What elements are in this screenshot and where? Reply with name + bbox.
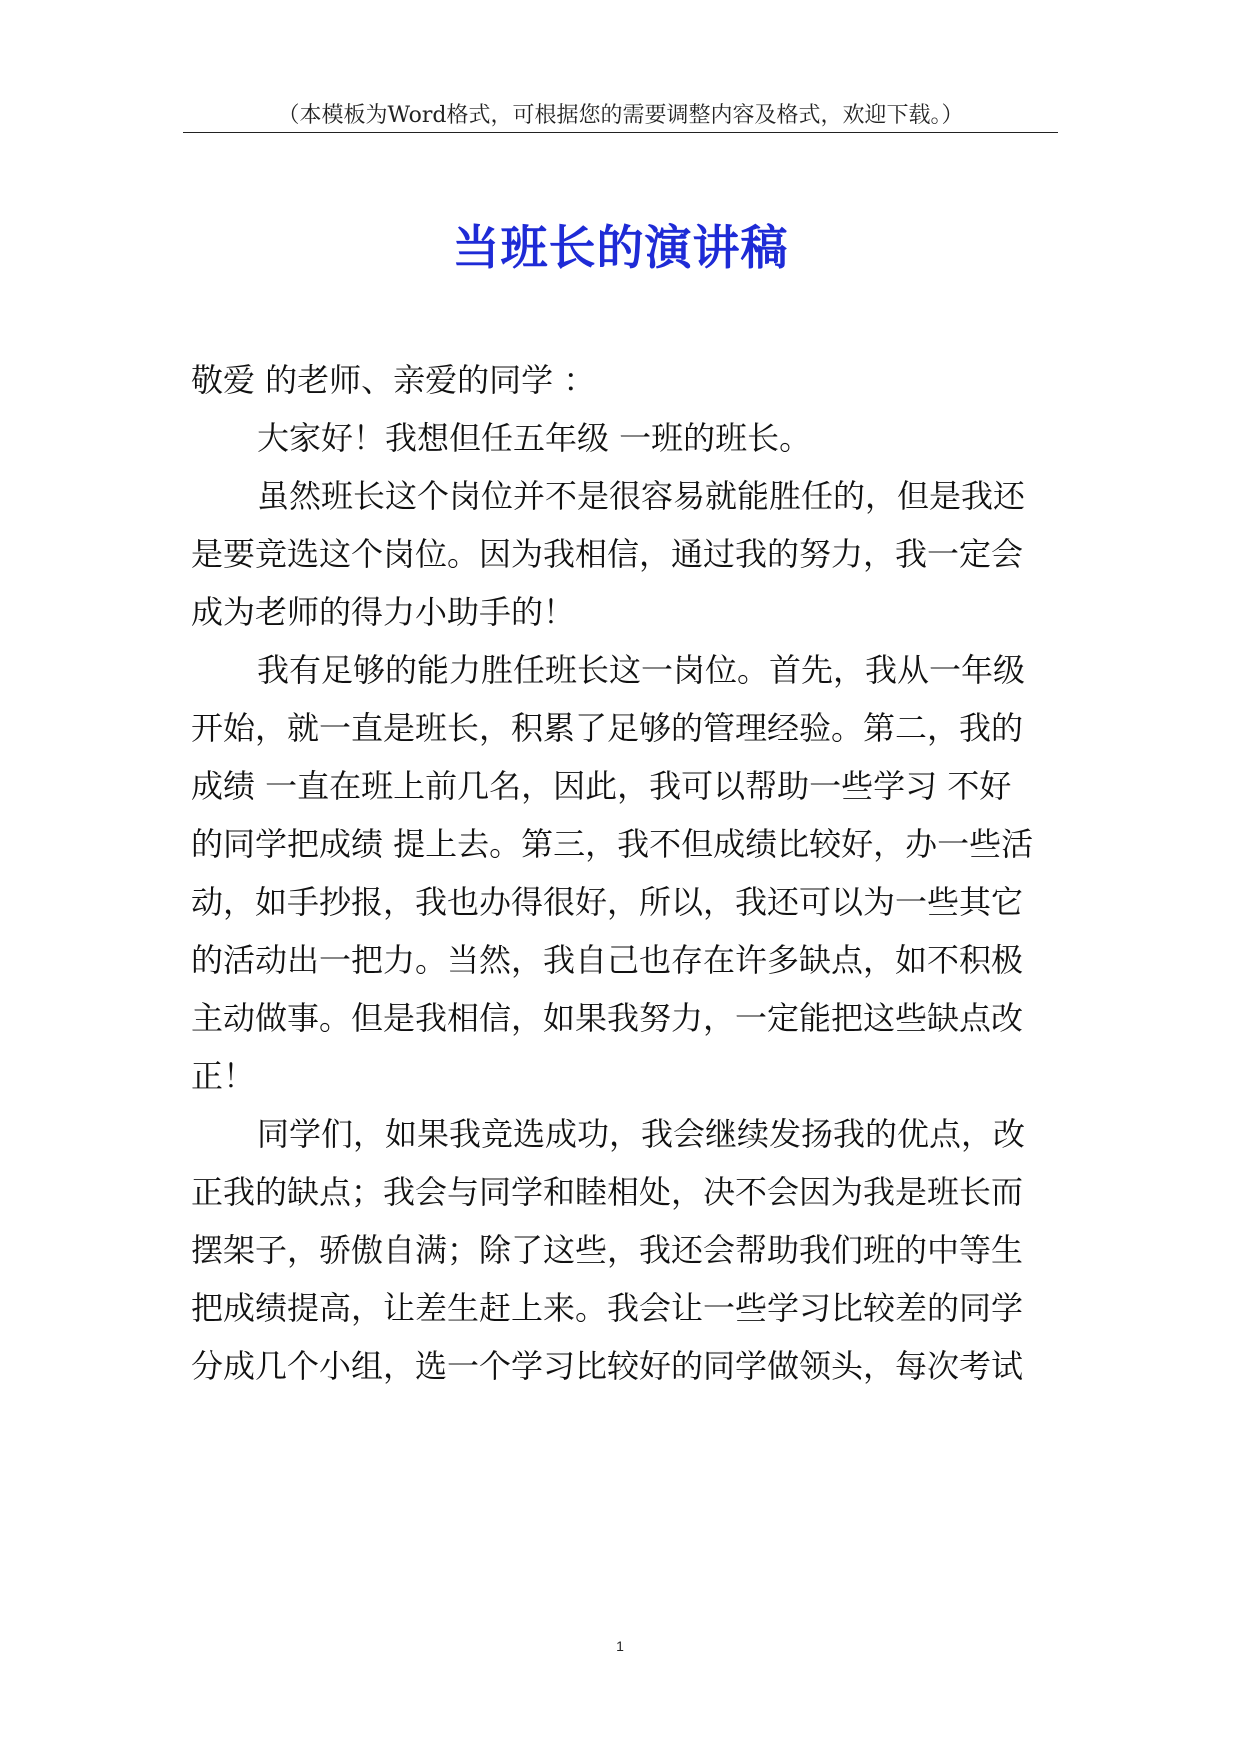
page-number: 1: [616, 1638, 624, 1654]
header-divider: [183, 132, 1058, 133]
body-line: 成绩 一直在班上前几名，因此，我可以帮助一些学习 不好: [191, 767, 1012, 805]
header-note: （本模板为Word格式，可根据您的需要调整内容及格式，欢迎下载。）: [277, 103, 964, 128]
body-line: 是要竞选这个岗位。因为我相信，通过我的努力，我一定会: [191, 535, 1024, 573]
document-title: 当班长的演讲稿: [452, 221, 789, 276]
body-line: 的同学把成绩 提上去。第三，我不但成绩比较好，办一些活: [191, 825, 1034, 863]
body-line: 同学们，如果我竞选成功，我会继续发扬我的优点，改: [257, 1115, 1026, 1153]
body-line: 正我的缺点；我会与同学和睦相处，决不会因为我是班长而: [191, 1173, 1024, 1211]
body-line: 我有足够的能力胜任班长这一岗位。首先，我从一年级: [257, 651, 1026, 689]
body-line: 把成绩提高，让差生赶上来。我会让一些学习比较差的同学: [191, 1289, 1024, 1327]
body-line: 动，如手抄报，我也办得很好，所以，我还可以为一些其它: [191, 883, 1024, 921]
body-line: 分成几个小组，选一个学习比较好的同学做领头，每次考试: [191, 1347, 1024, 1385]
salutation-line: 敬爱 的老师、亲爱的同学 ：: [191, 361, 596, 399]
body-line: 开始，就一直是班长，积累了足够的管理经验。第二，我的: [191, 709, 1024, 747]
body-line: 主动做事。但是我相信，如果我努力，一定能把这些缺点改: [191, 999, 1024, 1037]
body-line: 正！: [191, 1057, 256, 1095]
body-line: 的活动出一把力。当然，我自己也存在许多缺点，如不积极: [191, 941, 1024, 979]
body-line: 成为老师的得力小助手的！: [191, 593, 576, 631]
body-line: 大家好！我想但任五年级 一班的班长。: [257, 419, 812, 457]
body-line: 虽然班长这个岗位并不是很容易就能胜任的，但是我还: [257, 477, 1026, 515]
body-line: 摆架子，骄傲自满；除了这些，我还会帮助我们班的中等生: [191, 1231, 1024, 1269]
